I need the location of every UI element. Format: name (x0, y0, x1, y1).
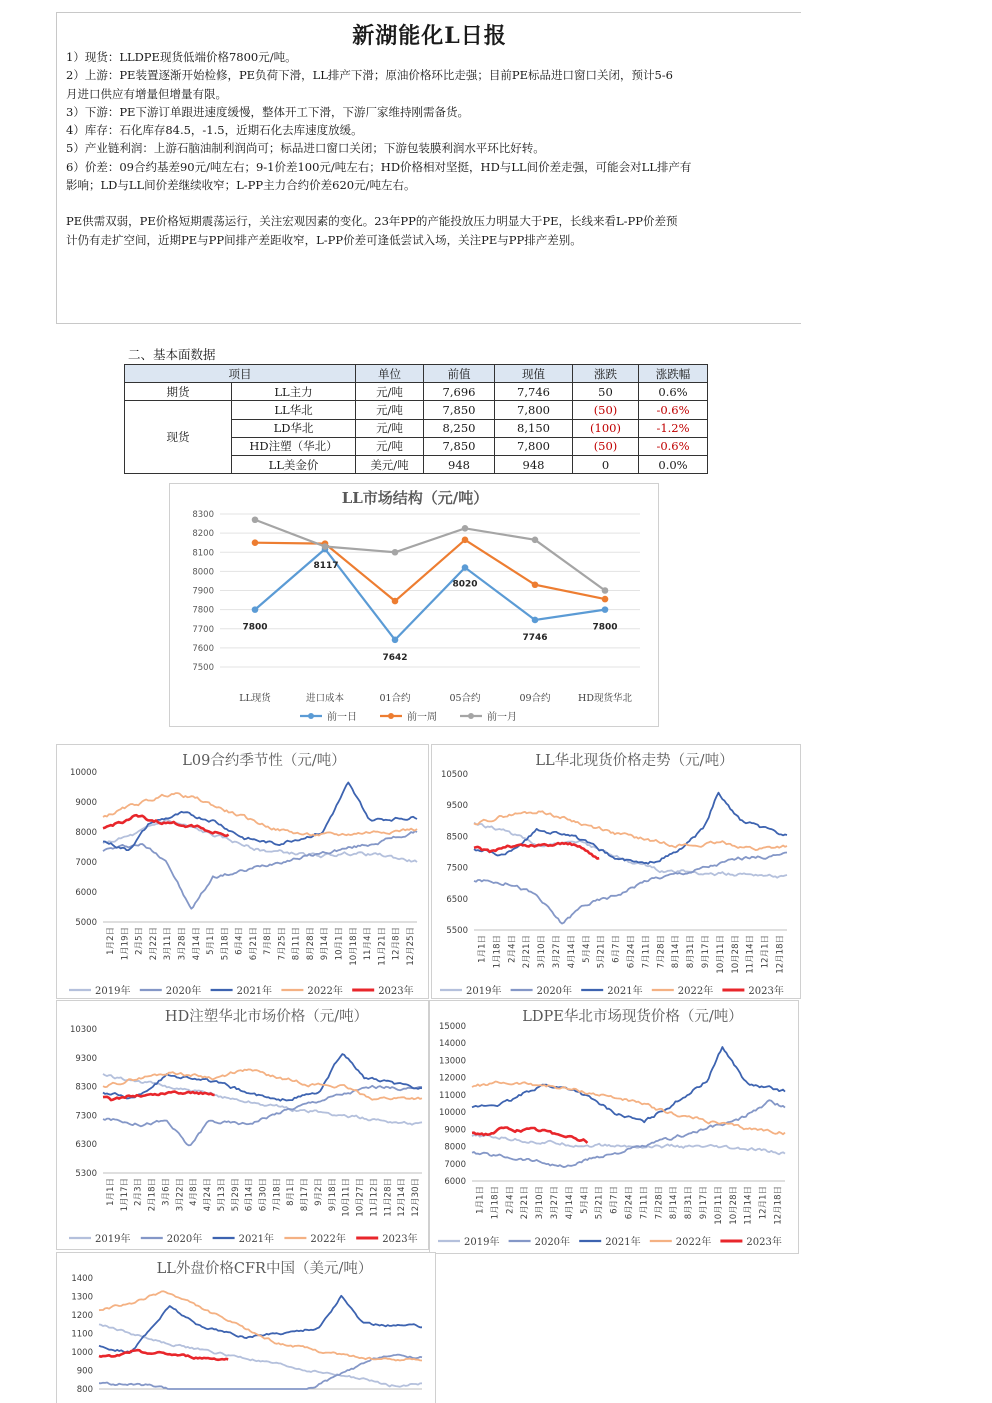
legend-label: 2021年 (236, 986, 273, 997)
report-line: 月进口供应有增量但增量有限。 (66, 86, 227, 101)
legend-label: 2021年 (605, 1237, 641, 1248)
x-tick-label: 12月25日 (405, 927, 416, 966)
y-tick-label: 6000 (75, 888, 97, 898)
x-tick-label: 4月24日 (203, 1178, 214, 1212)
table-row (125, 383, 708, 401)
col-chg: 涨跌 (573, 365, 639, 383)
row-name: LD华北 (232, 419, 356, 437)
summary-line: 计仍有走扩空间，近期PE与PP间排产差距收窄，L-PP价差可逢低尝试入场，关注PE与PP排产差别。 (66, 232, 582, 247)
row-chg: (100) (573, 419, 639, 437)
x-tick-label: 2月4日 (505, 1186, 516, 1214)
x-tick-label: 5月4日 (581, 935, 592, 963)
report-title: 新湖能化L日报 (352, 23, 507, 49)
x-tick-label: 10月11日 (713, 1186, 724, 1225)
series-line (472, 1128, 587, 1143)
x-tick-label: 10月11日 (715, 935, 726, 974)
section-title: 二、基本面数据 (128, 347, 216, 362)
x-tick-label: 7月28日 (654, 1186, 665, 1220)
x-tick-label: 2月4日 (507, 935, 518, 963)
row-curr: 8,150 (495, 419, 573, 437)
chart-title: L09合约季节性（元/吨） (182, 753, 346, 769)
basic-data-table (124, 364, 708, 474)
col-pct: 涨跌幅 (639, 365, 708, 383)
x-tick-label: 6月21日 (248, 927, 259, 961)
x-tick-label: 6月24日 (626, 935, 637, 969)
x-tick-label: 3月10日 (535, 1186, 546, 1220)
x-tick-label: 1月19日 (120, 927, 131, 961)
x-tick-label: 3月6日 (161, 1178, 172, 1206)
y-tick-label: 8000 (444, 1142, 466, 1153)
ll-cfr-china-chart (57, 1253, 437, 1403)
x-tick-label: 1月18日 (492, 935, 503, 969)
x-tick-label: 8月31日 (686, 935, 697, 969)
series-line (474, 843, 599, 859)
y-tick-label: 10000 (438, 1108, 466, 1119)
data-label: 7642 (382, 652, 408, 663)
y-tick-label: 12000 (438, 1073, 466, 1084)
data-point (462, 564, 469, 571)
x-tick-label: 11月28日 (383, 1178, 394, 1217)
series-line (99, 1296, 422, 1353)
structure-chart (170, 484, 660, 728)
table-row (125, 401, 708, 419)
x-tick-label: 11月14日 (745, 935, 756, 974)
row-pct: -0.6% (639, 401, 708, 419)
col-prev: 前值 (424, 365, 495, 383)
y-tick-label: 7500 (446, 863, 468, 874)
y-tick-label: 7300 (75, 1111, 97, 1122)
x-tick-label: 5月18日 (220, 927, 231, 961)
l09-seasonal-chart (57, 745, 430, 1000)
y-tick-label: 15000 (438, 1022, 466, 1032)
x-tick-label: 10月27日 (355, 1178, 366, 1217)
legend-label: 前一周 (407, 712, 437, 723)
row-prev: 7,850 (424, 437, 495, 455)
legend-marker (468, 713, 474, 719)
report-line: 4）库存：石化库存84.5，-1.5，近期石化去库速度放缓。 (66, 123, 363, 138)
report-line: 影响；LD与LL间价差继续收窄；L-PP主力合约价差620元/吨左右。 (66, 178, 416, 193)
y-tick-label: 1000 (71, 1348, 93, 1358)
y-tick-label: 7800 (192, 605, 214, 616)
x-tick-label: 2月5日 (134, 927, 145, 955)
x-tick-label: 进口成本 (305, 693, 345, 704)
x-tick-label: 12月1日 (758, 1186, 769, 1220)
data-point (532, 617, 539, 624)
x-tick-label: 7月18日 (272, 1178, 283, 1212)
data-point (252, 606, 259, 613)
x-tick-label: 8月14日 (669, 1186, 680, 1220)
x-tick-label: 3月27日 (549, 1186, 560, 1220)
x-tick-label: 5月21日 (596, 935, 607, 969)
series-line (472, 1135, 785, 1155)
x-tick-label: 4月14日 (564, 1186, 575, 1220)
x-tick-label: 10月28日 (728, 1186, 739, 1225)
data-point (252, 539, 259, 546)
x-tick-label: 6月30日 (258, 1178, 269, 1212)
row-chg: (50) (573, 437, 639, 455)
y-tick-label: 5500 (446, 926, 468, 936)
ldpe-north-chart (430, 1001, 800, 1255)
x-tick-label: 7月8日 (263, 927, 274, 955)
y-tick-label: 6500 (446, 894, 468, 905)
row-unit: 元/吨 (356, 401, 424, 419)
y-tick-label: 13000 (438, 1056, 466, 1067)
legend-label: 2019年 (466, 986, 502, 997)
x-tick-label: 9月17日 (699, 1186, 710, 1220)
x-tick-label: 3月27日 (551, 935, 562, 969)
y-tick-label: 1200 (71, 1311, 93, 1321)
y-tick-label: 6000 (444, 1177, 466, 1187)
report-body (66, 48, 796, 249)
y-tick-label: 8500 (446, 832, 468, 843)
y-tick-label: 1100 (71, 1329, 93, 1340)
col-unit: 单位 (356, 365, 424, 383)
x-tick-label: 5月29日 (230, 1178, 241, 1212)
data-point (322, 543, 329, 550)
y-tick-label: 7700 (192, 624, 214, 635)
row-name: HD注塑（华北） (232, 437, 356, 455)
row-curr: 7,746 (495, 383, 573, 401)
row-curr: 948 (495, 455, 573, 473)
report-line: 1）现货：LLDPE现货低端价格7800元/吨。 (66, 50, 297, 64)
x-tick-label: 1月2日 (106, 927, 117, 955)
legend-label: 2023年 (378, 986, 414, 997)
y-tick-label: 8200 (192, 529, 214, 540)
y-tick-label: 8100 (192, 548, 214, 559)
x-tick-label: 5月1日 (206, 927, 217, 955)
y-tick-label: 900 (76, 1366, 93, 1377)
y-tick-label: 11000 (438, 1090, 466, 1101)
chart-title: LL市场结构（元/吨） (341, 489, 489, 507)
legend-label: 2021年 (238, 1234, 275, 1245)
row-unit: 元/吨 (356, 437, 424, 455)
x-tick-label: 8月1日 (286, 1178, 297, 1206)
series-line (255, 520, 605, 591)
series-line (255, 540, 605, 601)
y-tick-label: 8000 (192, 567, 214, 578)
row-pct: 0.0% (639, 455, 708, 473)
ll-north-spot-chart (432, 745, 802, 1000)
col-curr: 现值 (495, 365, 573, 383)
y-tick-label: 1300 (71, 1292, 93, 1303)
legend-label: 前一月 (487, 712, 517, 723)
x-tick-label: 2月22日 (148, 927, 159, 961)
series-line (103, 831, 417, 909)
x-tick-label: 01合约 (379, 693, 411, 704)
data-point (252, 516, 259, 523)
x-tick-label: 3月22日 (175, 1178, 186, 1212)
row-chg: 50 (573, 383, 639, 401)
y-tick-label: 800 (76, 1385, 93, 1395)
y-tick-label: 8000 (75, 828, 97, 838)
hd-north-chart (57, 1001, 430, 1251)
row-name: LL美金价 (232, 455, 356, 473)
x-tick-label: 1月17日 (119, 1178, 130, 1212)
x-tick-label: 1月1日 (105, 1178, 116, 1206)
x-tick-label: 2月3日 (133, 1178, 144, 1206)
row-pct: -1.2% (639, 419, 708, 437)
x-tick-label: 11月12日 (369, 1178, 380, 1217)
legend-label: 2023年 (746, 1237, 782, 1248)
x-tick-label: 3月10日 (537, 935, 548, 969)
data-point (462, 525, 469, 532)
chart-title: LL外盘价格CFR中国（美元/吨） (156, 1261, 373, 1277)
legend-label: 2023年 (748, 986, 784, 997)
y-tick-label: 7900 (192, 586, 214, 597)
x-tick-label: 6月24日 (624, 1186, 635, 1220)
x-tick-label: 6月7日 (609, 1186, 620, 1214)
ldpenorth-chart-frame (429, 1000, 799, 1254)
x-tick-label: 12月1日 (760, 935, 771, 969)
x-tick-label: HD现货华北 (578, 693, 632, 704)
data-label: 7800 (242, 622, 268, 633)
row-pct: -0.6% (639, 437, 708, 455)
l09-chart-frame (56, 744, 429, 999)
series-line (103, 783, 417, 851)
row-pct: 0.6% (639, 383, 708, 401)
y-tick-label: 6300 (75, 1140, 97, 1151)
data-point (392, 549, 399, 556)
row-curr: 7,800 (495, 401, 573, 419)
y-tick-label: 1400 (71, 1274, 93, 1284)
structure-chart-frame (169, 483, 659, 727)
y-tick-label: 7500 (192, 663, 214, 673)
legend-label: 2022年 (677, 986, 714, 997)
data-point (392, 637, 399, 644)
report-line: 6）价差：09合约基差90元/吨左右；9-1价差100元/吨左右；HD价格相对坚挺，HD与LL间价差走强，可能会对LL排产有 (66, 159, 692, 174)
x-tick-label: 6月4日 (234, 927, 245, 955)
x-tick-label: 2月18日 (147, 1178, 158, 1212)
row-prev: 948 (424, 455, 495, 473)
chart-title: LL华北现货价格走势（元/吨） (535, 753, 734, 769)
x-tick-label: 10月28日 (730, 935, 741, 974)
series-line (99, 1324, 422, 1386)
x-tick-label: 2月21日 (520, 1186, 531, 1220)
data-point (602, 587, 609, 594)
x-tick-label: LL现货 (239, 693, 271, 704)
data-point (602, 596, 609, 603)
row-name: LL华北 (232, 401, 356, 419)
y-tick-label: 7000 (75, 858, 97, 868)
x-tick-label: 2月21日 (522, 935, 533, 969)
x-tick-label: 8月11日 (291, 927, 302, 961)
x-tick-label: 7月11日 (639, 1186, 650, 1220)
x-tick-label: 5月13日 (216, 1178, 227, 1212)
data-point (532, 581, 539, 588)
y-tick-label: 5300 (75, 1169, 97, 1179)
x-tick-label: 1月1日 (477, 935, 488, 963)
spot-group-label: 现货 (125, 401, 232, 474)
legend-label: 2022年 (310, 1234, 346, 1245)
report-box (56, 12, 801, 324)
x-tick-label: 1月18日 (490, 1186, 501, 1220)
x-tick-label: 11月14日 (743, 1186, 754, 1225)
row-name: LL主力 (232, 383, 356, 401)
data-label: 8117 (313, 560, 339, 571)
chart-title: HD注塑华北市场价格（元/吨） (164, 1009, 369, 1025)
x-tick-label: 7月25日 (277, 927, 288, 961)
y-tick-label: 7000 (444, 1159, 466, 1170)
series-line (472, 1100, 785, 1167)
x-tick-label: 11月4日 (363, 927, 374, 961)
x-tick-label: 10月1日 (334, 927, 345, 961)
x-tick-label: 8月31日 (684, 1186, 695, 1220)
row-unit: 美元/吨 (356, 455, 424, 473)
futures-group-label: 期货 (125, 383, 232, 401)
y-tick-label: 9000 (75, 798, 97, 808)
row-chg: (50) (573, 401, 639, 419)
series-line (103, 793, 417, 836)
x-tick-label: 5月21日 (594, 1186, 605, 1220)
x-tick-label: 8月14日 (671, 935, 682, 969)
x-tick-label: 7月28日 (656, 935, 667, 969)
x-tick-label: 11月21日 (377, 927, 388, 966)
legend-label: 前一日 (327, 712, 357, 723)
x-tick-label: 9月2日 (313, 1178, 324, 1206)
x-tick-label: 4月14日 (191, 927, 202, 961)
series-line (474, 793, 787, 864)
legend-label: 2019年 (95, 1234, 131, 1245)
legend-label: 2022年 (307, 986, 343, 997)
x-tick-label: 7月11日 (641, 935, 652, 969)
data-point (392, 598, 399, 605)
y-tick-label: 9300 (75, 1053, 97, 1064)
series-line (472, 1082, 785, 1135)
chart-title: LDPE华北市场现货价格（元/吨） (522, 1009, 743, 1025)
legend-label: 2019年 (464, 1237, 500, 1248)
llnorth-chart-frame (431, 744, 801, 999)
legend-label: 2020年 (166, 1234, 203, 1245)
report-line: 2）上游：PE装置逐渐开始检修，PE负荷下滑，LL排产下滑；原油价格环比走强；目前PE标品进口窗口关闭，预计5-6 (66, 68, 674, 83)
y-tick-label: 10300 (69, 1025, 97, 1035)
summary-line: PE供需双弱，PE价格短期震荡运行，关注宏观因素的变化。23年PP的产能投放压力明显大于PE，长线来看L-PP价差预 (66, 214, 678, 229)
row-prev: 8,250 (424, 419, 495, 437)
x-tick-label: 12月18日 (773, 1186, 784, 1225)
hdnorth-chart-frame (56, 1000, 429, 1250)
data-point (532, 537, 539, 544)
data-label: 8020 (452, 579, 478, 590)
legend-label: 2020年 (536, 986, 573, 997)
legend-marker (388, 713, 394, 719)
col-item: 项目 (125, 365, 356, 383)
legend-label: 2020年 (534, 1237, 571, 1248)
legend-label: 2022年 (675, 1237, 712, 1248)
y-tick-label: 8300 (192, 510, 214, 520)
x-tick-label: 10月11日 (341, 1178, 352, 1217)
x-tick-label: 9月14日 (320, 927, 331, 961)
x-tick-label: 09合约 (519, 693, 551, 704)
y-tick-label: 9000 (444, 1125, 466, 1136)
y-tick-label: 10500 (440, 770, 468, 780)
data-label: 7800 (592, 622, 618, 633)
x-tick-label: 4月8日 (189, 1178, 200, 1206)
legend-label: 2019年 (95, 986, 131, 997)
x-tick-label: 9月18日 (327, 1178, 338, 1212)
llcfr-chart-frame (56, 1252, 436, 1403)
row-unit: 元/吨 (356, 383, 424, 401)
x-tick-label: 9月17日 (701, 935, 712, 969)
x-tick-label: 4月14日 (566, 935, 577, 969)
row-curr: 7,800 (495, 437, 573, 455)
legend-label: 2020年 (165, 986, 202, 997)
x-tick-label: 5月4日 (579, 1186, 590, 1214)
data-point (602, 606, 609, 613)
report-line: 3）下游：PE下游订单跟进速度缓慢，整体开工下滑，下游厂家维持刚需备货。 (66, 104, 469, 119)
x-tick-label: 8月28日 (305, 927, 316, 961)
row-unit: 元/吨 (356, 419, 424, 437)
x-tick-label: 10月18日 (348, 927, 359, 966)
x-tick-label: 6月14日 (244, 1178, 255, 1212)
x-tick-label: 05合约 (449, 693, 481, 704)
x-tick-label: 12月30日 (411, 1178, 422, 1217)
row-chg: 0 (573, 455, 639, 473)
x-tick-label: 3月11日 (163, 927, 174, 961)
legend-label: 2021年 (607, 986, 643, 997)
y-tick-label: 7600 (192, 643, 214, 654)
y-tick-label: 5000 (75, 918, 97, 928)
x-tick-label: 1月1日 (475, 1186, 486, 1214)
x-tick-label: 6月7日 (611, 935, 622, 963)
series-line (255, 549, 605, 640)
data-label: 7746 (522, 632, 548, 643)
x-tick-label: 12月18日 (775, 935, 786, 974)
x-tick-label: 3月28日 (177, 927, 188, 961)
y-tick-label: 14000 (438, 1039, 466, 1050)
x-tick-label: 12月14日 (397, 1178, 408, 1217)
x-tick-label: 12月8日 (391, 927, 402, 961)
x-tick-label: 8月17日 (300, 1178, 311, 1212)
report-line: 5）产业链利润：上游石脑油制利润尚可；标品进口窗口关闭；下游包装膜利润水平环比好转。 (66, 141, 545, 156)
y-tick-label: 9500 (446, 801, 468, 812)
legend-marker (308, 713, 314, 719)
legend-label: 2023年 (382, 1234, 418, 1245)
row-prev: 7,850 (424, 401, 495, 419)
table-header-row (125, 365, 708, 383)
row-prev: 7,696 (424, 383, 495, 401)
y-tick-label: 10000 (69, 768, 97, 778)
y-tick-label: 8300 (75, 1082, 97, 1093)
data-point (462, 537, 469, 544)
series-line (474, 823, 787, 878)
